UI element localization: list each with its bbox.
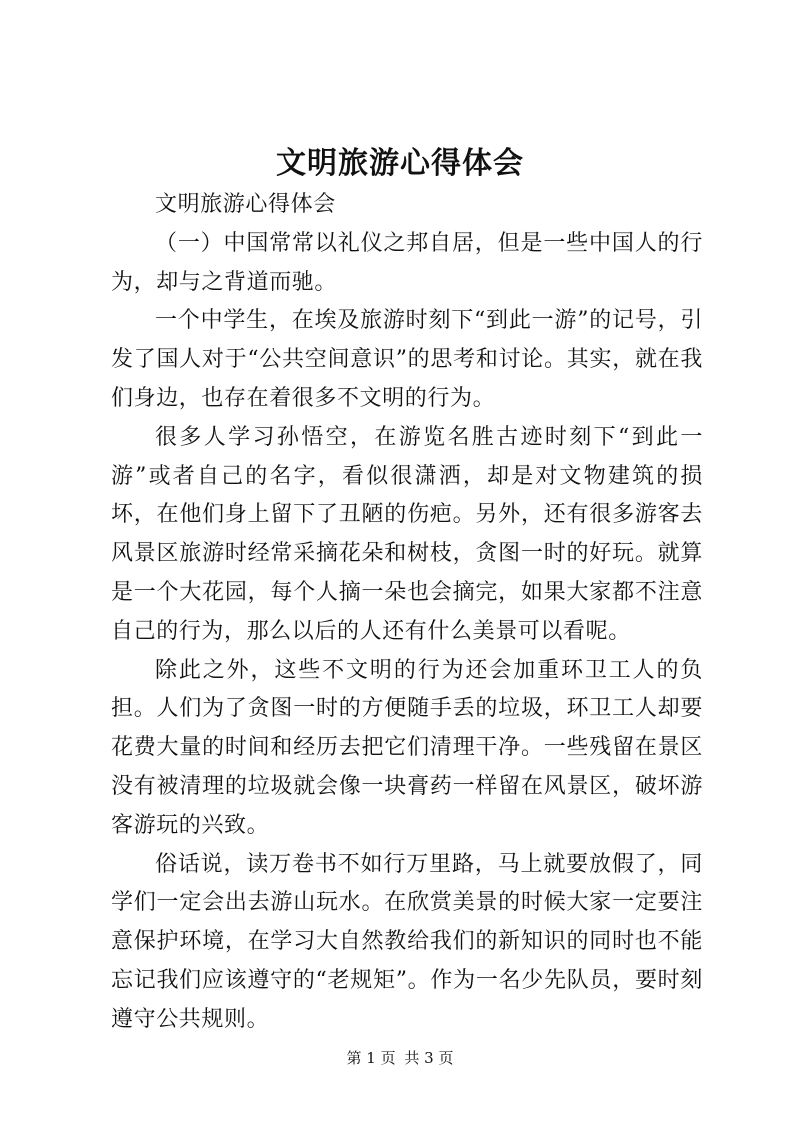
page-title: 文明旅游心得体会 (276, 146, 524, 181)
paragraph: 很多人学习孙悟空，在游览名胜古迹时刻下“到此一游”或者自己的名字，看似很潇洒，却是对文物建筑的损坏，在他们身上留下了丑陋的伤疤。另外，还有很多游客去风景区旅游时经常采摘花朵和树枝，贪图一时的好玩。就算是一个大花园，每个人摘一朵也会摘完，如果大家都不注意自己的行为，那么以后的人还有什么美景可以看呢。 (111, 424, 703, 644)
paragraph-subtitle: 文明旅游心得体会 (155, 192, 336, 217)
page-number: 第 1 页 (346, 1049, 396, 1067)
paragraph: 除此之外，这些不文明的行为还会加重环卫工人的负担。人们为了贪图一时的方便随手丢的垃圾，环卫工人却要花费大量的时间和经历去把它们清理干净。一些残留在景区没有被清理的垃圾就会像一块膏药一样留在风景区，破坏游客游玩的兴致。 (111, 657, 703, 838)
page-footer (0, 1048, 800, 1068)
page-total: 共 3 页 (404, 1049, 454, 1067)
document-body (111, 186, 703, 1040)
paragraph: 俗话说，读万卷书不如行万里路，马上就要放假了，同学们一定会出去游山玩水。在欣赏美景的时候大家一定要注意保护环境，在学习大自然教给我们的新知识的同时也不能忘记我们应该遵守的“老规矩”。作为一名少先队员，要时刻遵守公共规则。 (111, 851, 703, 1032)
paragraph: 一个中学生，在埃及旅游时刻下“到此一游”的记号，引发了国人对于“公共空间意识”的思考和讨论。其实，就在我们身边，也存在着很多不文明的行为。 (111, 308, 703, 411)
paragraph: （一）中国常常以礼仪之邦自居，但是一些中国人的行为，却与之背道而驰。 (111, 230, 703, 295)
